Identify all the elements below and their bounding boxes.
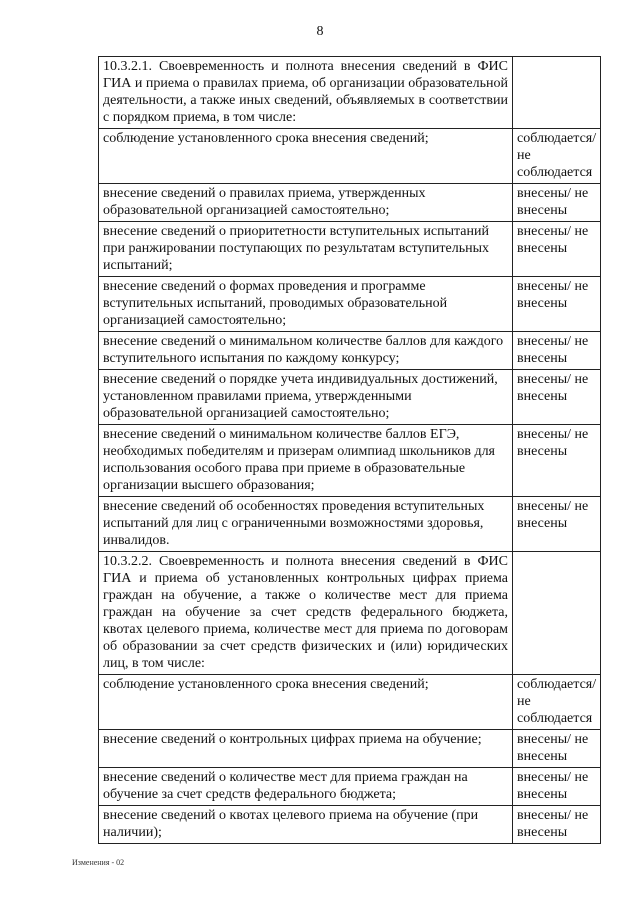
section-heading: 10.3.2.1. Своевременность и полнота внесения сведений в ФИС ГИА и приема о правилах приема, об организации образовательной деятельности, а также иных сведений, объявляемых в соответствии с порядком приема, в том числе: xyxy=(99,57,513,129)
table-row xyxy=(99,277,601,332)
table-row xyxy=(99,730,601,768)
criterion-text: соблюдение установленного срока внесения сведений; xyxy=(99,675,513,730)
criterion-value: внесены/ не внесены xyxy=(513,184,601,222)
criterion-text: внесение сведений о минимальном количестве баллов ЕГЭ, необходимых победителям и призерам олимпиад школьников для использования особого права при приеме в образовательные организации высшего образования; xyxy=(99,425,513,497)
table-row xyxy=(99,184,601,222)
criterion-value: внесены/ не внесены xyxy=(513,370,601,425)
criterion-text: внесение сведений о правилах приема, утвержденных образовательной организацией самостоятельно; xyxy=(99,184,513,222)
criterion-text: внесение сведений о контрольных цифрах приема на обучение; xyxy=(99,730,513,768)
criterion-text: соблюдение установленного срока внесения сведений; xyxy=(99,129,513,184)
criterion-text: внесение сведений о минимальном количестве баллов для каждого вступительного испытания по каждому конкурсу; xyxy=(99,332,513,370)
table-row xyxy=(99,370,601,425)
criterion-value: соблюдается/ не соблюдается xyxy=(513,675,601,730)
section-heading: 10.3.2.2. Своевременность и полнота внесения сведений в ФИС ГИА и приема об установленных контрольных цифрах приема граждан на обучение, а также о количестве мест для приема граждан на обучение за счет средств федерального бюджета, квотах целевого приема, количестве мест для приема по договорам об образовании за счет средств физических и (или) юридических лиц, в том числе: xyxy=(99,552,513,675)
criteria-table-body xyxy=(99,57,601,844)
revision-footer: Изменения - 02 xyxy=(72,858,125,867)
criterion-text: внесение сведений о порядке учета индивидуальных достижений, установленном правилами приема, утвержденными образовательной организацией самостоятельно; xyxy=(99,370,513,425)
section-heading-row xyxy=(99,57,601,129)
criterion-text: внесение сведений о формах проведения и программе вступительных испытаний, проводимых образовательной организацией самостоятельно; xyxy=(99,277,513,332)
section-heading-value-cell xyxy=(513,57,601,129)
criterion-value: внесены/ не внесены xyxy=(513,497,601,552)
criterion-value: внесены/ не внесены xyxy=(513,277,601,332)
criterion-text: внесение сведений о приоритетности вступительных испытаний при ранжировании поступающих по результатам вступительных испытаний; xyxy=(99,222,513,277)
table-row xyxy=(99,768,601,806)
table-row xyxy=(99,332,601,370)
table-row xyxy=(99,222,601,277)
criterion-value: внесены/ не внесены xyxy=(513,425,601,497)
criterion-text: внесение сведений о квотах целевого приема на обучение (при наличии); xyxy=(99,806,513,844)
criterion-value: внесены/ не внесены xyxy=(513,806,601,844)
page-number: 8 xyxy=(316,24,324,39)
table-row xyxy=(99,675,601,730)
table-row xyxy=(99,425,601,497)
section-heading-row xyxy=(99,552,601,675)
criterion-value: внесены/ не внесены xyxy=(513,768,601,806)
section-heading-value-cell xyxy=(513,552,601,675)
criteria-table xyxy=(98,56,601,844)
criterion-value: соблюдается/ не соблюдается xyxy=(513,129,601,184)
table-row xyxy=(99,129,601,184)
criterion-value: внесены/ не внесены xyxy=(513,730,601,768)
criterion-text: внесение сведений о количестве мест для приема граждан на обучение за счет средств федерального бюджета; xyxy=(99,768,513,806)
table-row xyxy=(99,806,601,844)
criterion-value: внесены/ не внесены xyxy=(513,222,601,277)
criterion-text: внесение сведений об особенностях проведения вступительных испытаний для лиц с ограниченными возможностями здоровья, инвалидов. xyxy=(99,497,513,552)
table-row xyxy=(99,497,601,552)
criterion-value: внесены/ не внесены xyxy=(513,332,601,370)
